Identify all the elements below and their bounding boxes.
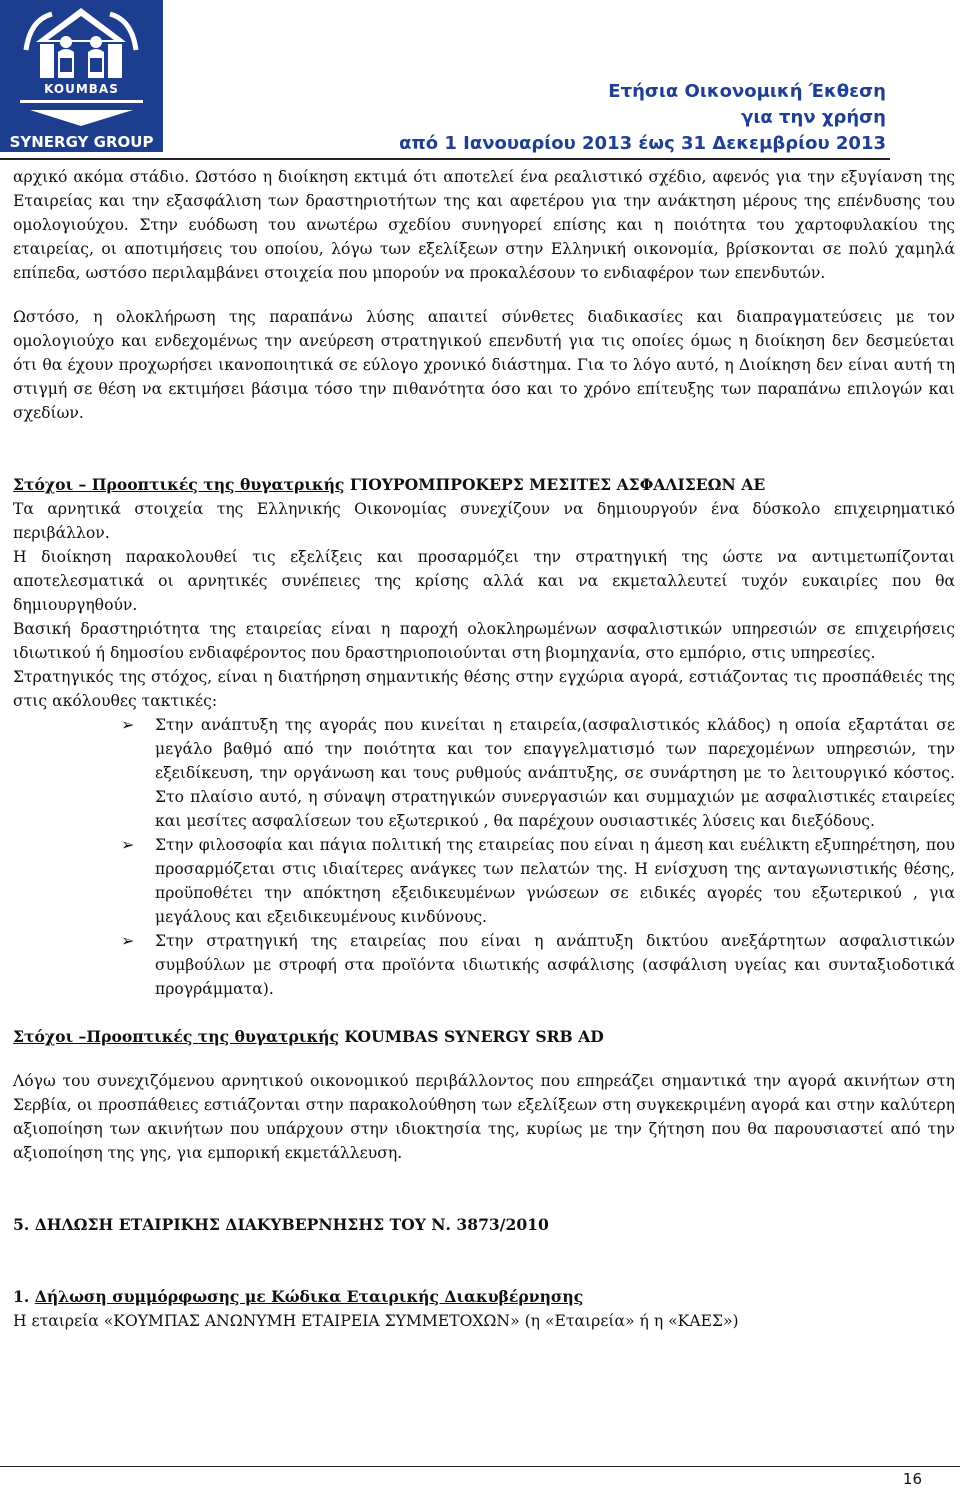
logo-text-synergy-group: SYNERGY GROUP (9, 133, 154, 151)
logo-text-koumbas: KOUMBAS (44, 82, 119, 96)
section-heading-koumbas-srb (13, 1025, 955, 1049)
section-heading-corporate-governance: 5. ΔΗΛΩΣΗ ΕΤΑΙΡΙΚΗΣ ΔΙΑΚΥΒΕΡΝΗΣΗΣ ΤΟΥ Ν. 3873/2010 (13, 1215, 549, 1234)
company-logo (0, 0, 163, 152)
list-item: ➢ Στην στρατηγική της εταιρείας που είναι η ανάπτυξη δικτύου ανεξάρτητων ασφαλιστικών συμβούλων με στροφή στα προϊόντα ιδιωτικής ασφάλισης (ασφάλιση υγείας και συνταξιοδοτικά προγράμματα). (121, 931, 955, 998)
subsection-heading-compliance (13, 1285, 955, 1309)
report-title: Ετήσια Οικονομική Έκθεση (608, 81, 886, 102)
section-heading-eurobrokers (13, 473, 955, 497)
paragraph: Ωστόσο, η ολοκλήρωση της παραπάνω λύσης απαιτεί σύνθετες διαδικασίες και διαπραγματεύσεις με τον ομολογιούχο και ενδεχομένως την ανεύρεση στρατηγικού επενδυτή για τις οποίες όμως η διοίκηση δεν δεσμεύεται ότι θα έχουν προχωρήσει ικανοποιητικά σε εύλογο χρονικό διάστημα. Για το λόγο αυτό, η Διοίκηση δεν είναι αυτή τη στιγμή σε θέση να εκτιμήσει βάσιμα τόσο την πιθανότητα όσο και το χρόνο επίτευξης των παραπάνω επιλογών και σχεδίων. (13, 308, 955, 422)
paragraph: Η διοίκηση παρακολουθεί τις εξελίξεις και προσαρμόζει την στρατηγική της ώστε να αντιμετωπίζονται αποτελεσματικά οι αρνητικές συνέπειες της κρίσης αλλά και να εκμεταλλευτεί τυχόν ευκαιρίες που θα δημιουργηθούν. (13, 548, 955, 614)
header-divider (0, 158, 890, 160)
list-item: ➢ Στην ανάπτυξη της αγοράς που κινείται η εταιρεία,(ασφαλιστικός κλάδος) η οποία εξαρτάται σε μεγάλο βαθμό από την ποιότητα και τον επαγγελματισμό των παρεχομένων υπηρεσιών, την εξειδίκευση, την οργάνωση και τους ρυθμούς ανάπτυξης, σε συνάρτηση με το λειτουργικό κόστος. Στο πλαίσιο αυτό, η σύναψη στρατηγικών συνεργασιών και συμμαχιών με ασφαλιστικές εταιρείες και μεσίτες ασφαλίσεων του εξωτερικού , θα παρέχουν ουσιαστικές λύσεις και διεξόδους. (121, 715, 955, 830)
document-body (13, 165, 955, 1333)
report-subtitle: για την χρήση (741, 107, 886, 128)
report-period: από 1 Ιανουαρίου 2013 έως 31 Δεκεμβρίου 2013 (399, 133, 886, 154)
paragraph: Στρατηγικός της στόχος, είναι η διατήρηση σημαντικής θέσης στην εγχώρια αγορά, εστιάζοντας τις προσπάθειές της στις ακόλουθες τακτικές: (13, 668, 955, 710)
page-number: 16 (902, 1470, 922, 1488)
arrow-bullet-icon: ➢ (121, 931, 135, 950)
logo-emblem-icon (0, 0, 163, 130)
paragraph: Βασική δραστηριότητα της εταιρείας είναι η παροχή ολοκληρωμένων ασφαλιστικών υπηρεσιών σε επιχειρήσεις ιδιωτικού ή δημοσίου ενδιαφέροντος που δραστηριοποιούνται στη βιομηχανία, στο εμπόριο, στις υπηρεσίες. (13, 620, 955, 662)
footer-divider (0, 1466, 960, 1467)
heading-underlined: Στόχοι –Προοπτικές της θυγατρικής (13, 1027, 339, 1046)
arrow-bullet-icon: ➢ (121, 715, 135, 734)
arrow-bullet-icon: ➢ (121, 835, 135, 854)
subsection-title: Δήλωση συμμόρφωσης με Κώδικα Εταιρικής Διακυβέρνησης (34, 1287, 584, 1306)
paragraph: Η εταιρεία «ΚΟΥΜΠΑΣ ΑΝΩΝΥΜΗ ΕΤΑΙΡΕΙΑ ΣΥΜΜΕΤΟΧΩΝ» (η «Εταιρεία» ή η «ΚΑΕΣ») (13, 1312, 739, 1330)
tactics-list (13, 713, 955, 1001)
paragraph: αρχικό ακόμα στάδιο. Ωστόσο η διοίκηση εκτιμά ότι αποτελεί ένα ρεαλιστικό σχέδιο, αφενός για την εξυγίανση της Εταιρείας και την εξασφάλιση των δραστηριοτήτων της και αφετέρου για την ανάκτηση μέρους της επένδυσης του ομολογιούχου. Στην ευόδωση του ανωτέρω σχεδίου συνηγορεί επίσης και η ποιότητα του χαρτοφυλακίου της εταιρείας, οι αποτιμήσεις του οποίου, λόγω των εξελίξεων στην Ελληνική οικονομία, βρίσκονται σε πολύ χαμηλά επίπεδα, ωστόσο περιλαμβάνει στοιχεία που μπορούν να προκαλέσουν το ενδιαφέρον των επενδυτών. (13, 168, 955, 282)
paragraph: Τα αρνητικά στοιχεία της Ελληνικής Οικονομίας συνεχίζουν να δημιουργούν ένα δύσκολο επιχειρηματικό περιβάλλον. (13, 500, 955, 542)
heading-rest: ΓΙΟΥΡΟΜΠΡΟΚΕΡΣ ΜΕΣΙΤΕΣ ΑΣΦΑΛΙΣΕΩΝ ΑΕ (344, 475, 766, 494)
heading-rest: KOUMBAS SYNERGY SRB AD (338, 1027, 604, 1046)
paragraph: Λόγω του συνεχιζόμενου αρνητικού οικονομικού περιβάλλοντος που επηρεάζει σημαντικά την αγορά ακινήτων στη Σερβία, οι προσπάθειες εστιάζονται στην παρακολούθηση των εξελίξεων στη συγκεκριμένη αγορά και στην καλύτερη αξιοποίηση των ακινήτων που υπάρχουν στην ιδιοκτησία της, κυρίως με την ζήτηση που θα παρουσιαστεί από την αξιοποίηση της γης, για εμπορική εκμετάλλευση. (13, 1072, 955, 1162)
heading-underlined: Στόχοι – Προοπτικές της θυγατρικής (13, 475, 345, 494)
report-header (399, 79, 886, 157)
list-item: ➢ Στην φιλοσοφία και πάγια πολιτική της εταιρείας που είναι η άμεση και ευέλικτη εξυπηρέτηση, που προσαρμόζεται στις ιδιαίτερες ανάγκες των πελατών της. Η ενίσχυση της ανταγωνιστικής θέσης, προϋποθέτει την απόκτηση εξειδικευμένων γνώσεων σε ειδικές αγορές του εξωτερικού , για μεγάλους και εξειδικευμένους κινδύνους. (121, 835, 955, 926)
subsection-number: 1. (13, 1287, 35, 1306)
